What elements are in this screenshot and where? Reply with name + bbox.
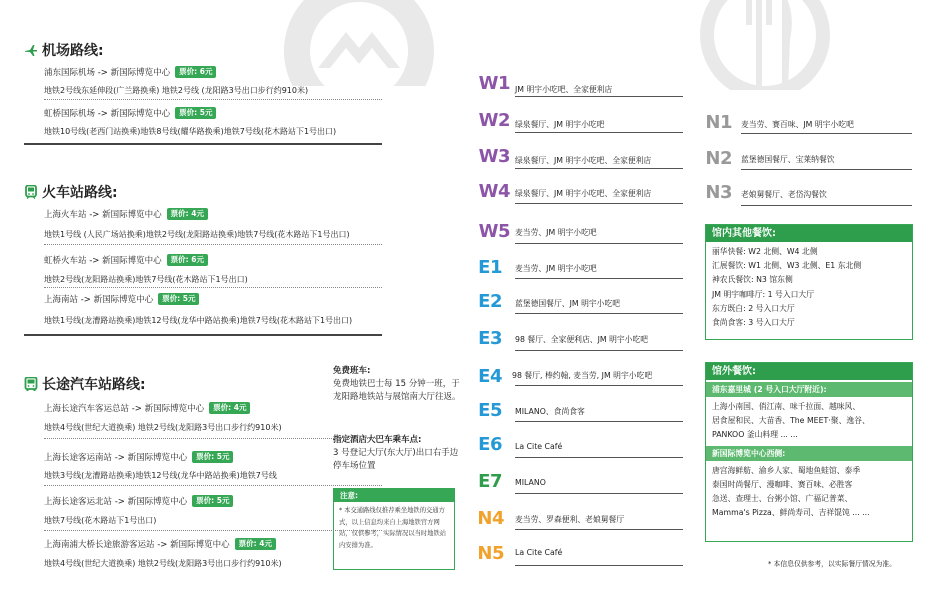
gate-dining: 麦当劳、罗森便利、老娘舅餐厅: [515, 515, 625, 524]
gate-dining: 98 餐厅、全家便利店、JM 明宇小吃吧: [515, 335, 649, 344]
list-item: JM 明宇咖啡厅: 1 号入口大厅: [712, 289, 815, 299]
gate-code: N3: [705, 182, 732, 203]
gate-code: E3: [478, 328, 502, 349]
gate-divider: [515, 243, 683, 244]
dotted-divider: [44, 287, 382, 288]
outside-dining-box: [705, 362, 913, 542]
price-badge: 票价: 5元: [192, 451, 233, 463]
gate-dining: 绿泉餐厅、JM 明宇小吃吧、全家便利店: [515, 189, 652, 198]
gate-divider: [515, 421, 683, 422]
route-name: 上海南浦大桥长途旅游客运站 -> 新国际博览中心 票价: 4元: [44, 538, 276, 550]
route-name: 上海长途客运南站 -> 新国际博览中心 票价: 5元: [44, 451, 233, 463]
gate-code: W4: [478, 181, 510, 202]
note-text: * 本交通路线仅推荐乘坐地铁的交通方式，以上信息均来自上海地铁官方网站，仅供参考，实际情况以当时地铁站内安排为准。: [339, 507, 447, 549]
route-name: 虹桥火车站 -> 新国际博览中心 票价: 6元: [44, 254, 208, 266]
route-detail: 地铁4号线(世纪大道换乘) 地铁2号线(龙阳路3号出口步行约910米): [44, 423, 282, 432]
dotted-divider: [44, 485, 382, 486]
route-detail: 地铁2号线东延伸段(广兰路换乘) 地铁2号线 (龙阳路3号出口步行约910米): [44, 86, 309, 95]
price-badge: 票价: 5元: [175, 107, 216, 119]
list-item: 急送、查理士、台粥小馆、广福记普菜、: [712, 494, 853, 504]
list-item: PANKOO 釜山料理 ... ...: [712, 430, 798, 440]
gate-code: N2: [705, 148, 732, 169]
price-badge: 票价: 6元: [175, 66, 216, 78]
gate-dining: JM 明宇小吃吧、全家便利店: [515, 85, 613, 94]
price-badge: 票价: 5元: [158, 293, 199, 305]
list-item: 汇展餐饮: W1 北侧、W3 北侧、E1 东北侧: [712, 261, 862, 271]
gate-code: N1: [705, 112, 732, 133]
route-name: 上海长途汽车客运总站 -> 新国际博览中心 票价: 4元: [44, 402, 250, 414]
gate-code: W5: [478, 221, 510, 242]
gate-code: E1: [478, 257, 502, 278]
free-shuttle-text: 免费地铁巴士每 15 分钟一班，于龙阳路地铁站与展馆南大厅往返。: [333, 379, 461, 402]
route-name: 上海南站 -> 新国际博览中心 票价: 5元: [44, 293, 199, 305]
gate-dining: 绿泉餐厅、JM 明宇小吃吧、全家便利店: [515, 156, 652, 165]
in-venue-dining-box: [705, 224, 913, 340]
gate-divider: [741, 169, 912, 170]
free-shuttle-title: 免费班车:: [333, 366, 371, 376]
dotted-divider: [44, 244, 382, 245]
box-title: 馆内其他餐饮:: [706, 225, 912, 242]
section-divider: [24, 143, 382, 145]
route-name: 浦东国际机场 -> 新国际博览中心 票价: 6元: [44, 66, 216, 78]
note-box: [333, 488, 455, 570]
list-item: 居食屋和民、大苗香、The MEET·聚、逸谷、: [712, 416, 870, 426]
expo-logo-watermark: [284, 0, 434, 86]
box-subtitle: 浦东嘉里城 (2 号入口大厅附近):: [706, 382, 912, 397]
route-detail: 地铁3号线(龙漕路站换乘)地铁12号线(龙华中路站换乘)地铁7号线: [44, 471, 277, 480]
hotel-bus-title: 指定酒店大巴车乘车点:: [333, 435, 422, 445]
gate-dining: MILANO: [515, 478, 546, 487]
route-detail: 地铁1号线 (人民广场站换乘)地铁2号线(龙阳路站换乘)地铁7号线(花木路站下1号出口): [44, 230, 350, 239]
dotted-divider: [44, 99, 382, 100]
gate-dining: La Cite Café: [515, 442, 563, 451]
outside-list-1: [706, 397, 912, 446]
price-badge: 票价: 5元: [192, 495, 233, 507]
gate-divider: [515, 132, 683, 133]
gate-dining: 老娘舅餐厅、老岱沟餐饮: [741, 190, 827, 199]
list-item: 神农氏餐饮: N3 馆东侧: [712, 275, 793, 285]
price-badge: 票价: 4元: [167, 208, 208, 220]
dotted-divider: [44, 530, 382, 531]
list-item: 食尚食客: 3 号入口大厅: [712, 318, 795, 328]
list-item: 唐宫海鲜舫、渝乡人家、蜀地鱼蛙馆、泰季: [712, 465, 861, 475]
gate-code: E4: [478, 366, 502, 387]
outside-list-2: [706, 461, 912, 524]
section-title-text: 长途汽车站路线:: [42, 377, 146, 393]
gate-divider: [515, 457, 683, 458]
bus-section-title: [24, 374, 146, 394]
gate-dining: 绿泉餐厅、JM 明宇小吃吧: [515, 120, 605, 129]
route-detail: 地铁10号线(老西门站换乘)地铁8号线(耀华路换乘)地铁7号线(花木路站下1号出口): [44, 127, 337, 136]
box-subtitle: 新国际博览中心西侧:: [706, 446, 912, 461]
route-name: 上海火车站 -> 新国际博览中心 票价: 4元: [44, 208, 208, 220]
footnote: * 本信息仅供参考，以实际餐厅情况为准。: [768, 560, 896, 568]
section-divider: [24, 334, 382, 336]
gate-divider: [515, 278, 683, 279]
price-badge: 票价: 4元: [235, 538, 276, 550]
gate-code: E6: [478, 434, 502, 455]
gate-divider: [515, 203, 683, 204]
airport-section-title: [24, 40, 104, 60]
gate-code: N5: [477, 543, 504, 564]
gate-divider: [515, 168, 683, 169]
route-detail: 地铁1号线(龙漕路站换乘)地铁12号线(龙华中路站换乘)地铁7号线(花木路站下1号出口): [44, 316, 353, 325]
gate-code: N4: [477, 508, 504, 529]
gate-divider: [741, 133, 912, 134]
list-item: 丽华快餐: W2 北侧、W4 北侧: [712, 247, 818, 256]
train-section-title: [24, 182, 118, 202]
gate-dining: La Cite Café: [515, 548, 563, 557]
gate-divider: [515, 96, 683, 97]
price-badge: 票价: 6元: [167, 254, 208, 266]
fork-knife-watermark-icon: [700, 0, 830, 90]
route-name: 上海长途客运北站 -> 新国际博览中心 票价: 5元: [44, 495, 233, 507]
gate-code: W3: [478, 146, 510, 167]
gate-dining: MILANO、食尚食客: [515, 407, 585, 416]
gate-code: E5: [478, 400, 502, 421]
gate-divider: [515, 493, 683, 494]
note-title: 注意:: [334, 489, 454, 502]
price-badge: 票价: 4元: [209, 402, 250, 414]
gate-dining: 98 餐厅, 棒约翰, 麦当劳, JM 明宇小吃吧: [512, 371, 653, 380]
gate-divider: [515, 565, 683, 566]
gate-divider: [515, 313, 683, 314]
route-name: 虹桥国际机场 -> 新国际博览中心 票价: 5元: [44, 107, 216, 119]
gate-divider: [515, 350, 683, 351]
list-item: Mamma's Pizza、鲜尚寿司、吉祥馄饨 ... ...: [712, 508, 870, 518]
route-detail: 地铁7号线(花木路站下1号出口): [44, 516, 157, 525]
in-venue-list: [706, 242, 912, 333]
train-icon: [24, 185, 38, 199]
hotel-bus-text: 3 号登记大厅(东大厅)出口右手边停车场位置: [333, 448, 459, 471]
gate-code: W1: [478, 73, 510, 94]
gate-divider: [515, 529, 683, 530]
gate-divider: [741, 205, 912, 206]
gate-dining: 麦当劳、赛百味、JM 明宇小吃吧: [741, 120, 854, 129]
route-detail: 地铁4号线(世纪大道换乘) 地铁2号线(龙阳路3号出口步行约910米): [44, 559, 282, 568]
gate-divider: [515, 385, 683, 386]
bus-icon: [24, 377, 38, 391]
gate-code: E7: [478, 471, 502, 492]
box-title: 馆外餐饮:: [706, 363, 912, 380]
list-item: 上海小南国、俏江南、味千拉面、越味风、: [712, 402, 861, 411]
list-item: 东方既白: 2 号入口大厅: [712, 303, 795, 313]
dotted-divider: [44, 438, 382, 439]
list-item: 泰国时尚餐厅、漫咖啡、赛百味、必胜客: [712, 479, 853, 489]
section-title-text: 机场路线:: [42, 43, 104, 59]
airplane-icon: [24, 43, 38, 57]
gate-dining: 蓝堡德国餐厅、JM 明宇小吃吧: [515, 299, 621, 308]
gate-dining: 麦当劳、JM 明宇小吃吧: [515, 264, 597, 273]
section-title-text: 火车站路线:: [42, 185, 118, 201]
route-detail: 地铁2号线(龙阳路站换乘)地铁7号线(花木路站下1号出口): [44, 275, 248, 284]
gate-code: W2: [478, 110, 510, 131]
gate-dining: 麦当劳、JM 明宇小吃吧: [515, 228, 597, 237]
gate-code: E2: [478, 291, 502, 312]
gate-dining: 蓝堡德国餐厅、宝莱纳餐饮: [741, 155, 835, 164]
